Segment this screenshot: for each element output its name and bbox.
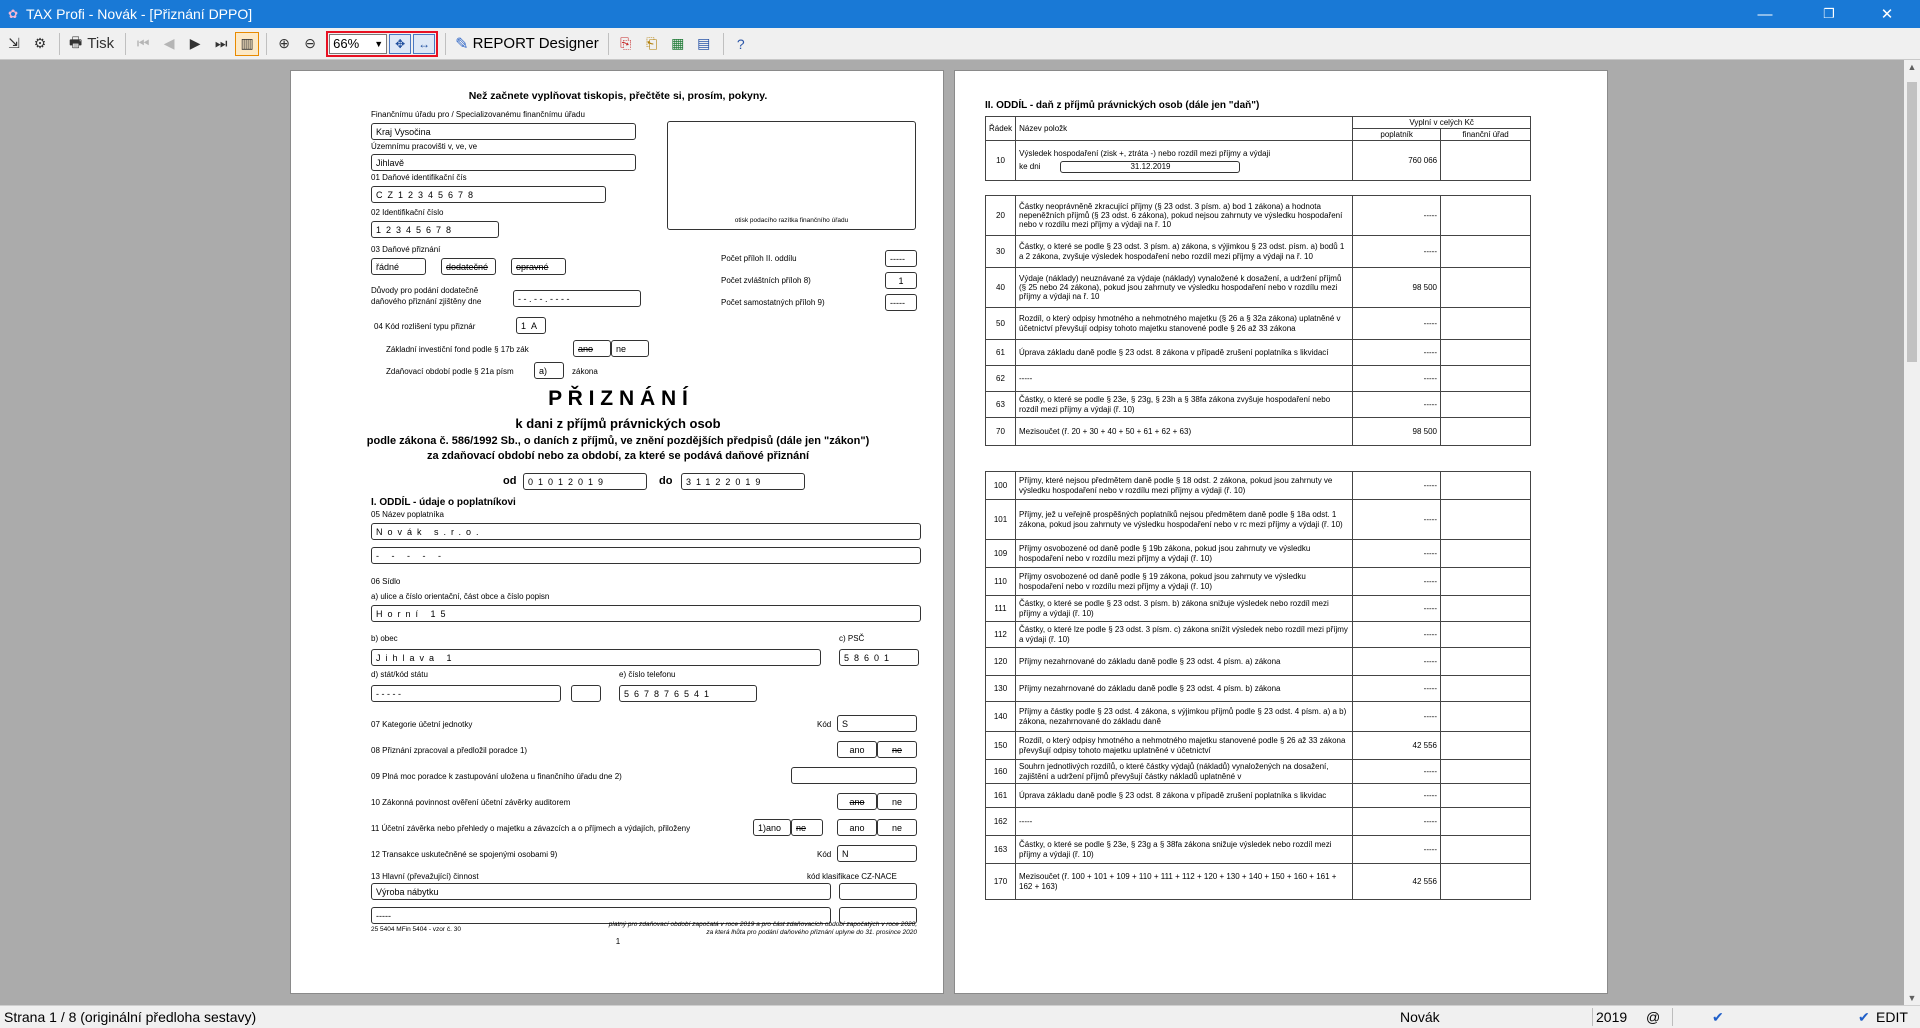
col-nazev-header: Název položk	[1016, 117, 1353, 141]
plna-moc-label: 09 Plná moc poradce k zastupování uložena u finančního úřadu dne 2)	[371, 772, 622, 781]
psc-field[interactable]: 58601	[839, 649, 919, 666]
two-page-view-icon[interactable]: ▥	[235, 32, 259, 56]
row-code: 111	[986, 596, 1016, 622]
stamp-box	[667, 121, 916, 230]
row-fu-value	[1441, 366, 1531, 392]
poradce-ne-option[interactable]: ne	[877, 741, 917, 758]
print-button[interactable]	[65, 32, 118, 56]
cinnost-field-2[interactable]: -----	[371, 907, 831, 924]
kat-kod-label: Kód	[817, 720, 832, 729]
row-label: Příjmy nezahrnované do základu daně podle § 23 odst. 4 písm. b) zákona	[1016, 676, 1353, 702]
zoom-select[interactable]	[329, 34, 387, 54]
sidlo-label: 06 Sídlo	[371, 577, 401, 586]
scroll-up-icon[interactable]: ▲	[1907, 62, 1917, 72]
last-page-icon[interactable]: ⏭	[214, 35, 228, 51]
row-label: Příjmy osvobozené od daně podle § 19b zákona, pokud jsou zahrnuty ve výsledku hospodaření nebo v rozdílu mezi příjmy a výdaji (ř. 10)	[1016, 540, 1353, 568]
row-value[interactable]: 98 500	[1353, 268, 1441, 308]
row-label: Částky, o které se podle § 23e, § 23g, § 23h a § 38fa zákona zvyšuje hospodaření nebo rozdíl mezi příjmy a výdaji (ř. 10)	[1016, 392, 1353, 418]
pocet-sam-label: Počet samostatných příloh 9)	[721, 298, 825, 307]
duvody-date-field[interactable]: - - . - - . - - - -	[513, 290, 641, 307]
obec-field[interactable]: Jihlava 1	[371, 649, 821, 666]
instruction-text: Než začnete vyplňovat tiskopis, přečtěte si, prosím, pokyny.	[468, 90, 768, 102]
table-row	[986, 268, 1531, 308]
up-label: Územnímu pracovišti v, ve, ve	[371, 142, 478, 151]
row-label: Příjmy, které nejsou předmětem daně podle § 18 odst. 2 zákona, pokud jsou zahrnuty ve výsledku hospodaření nebo v rozdílu mezi příjmy a výdaji (ř. 10)	[1016, 472, 1353, 500]
row-code: 61	[986, 340, 1016, 366]
row-fu-value	[1441, 622, 1531, 648]
col-fu-header: finanční úřad	[1441, 129, 1531, 141]
od-label: od	[503, 475, 517, 487]
row-value[interactable]: -----	[1353, 568, 1441, 596]
row-label: Částky neoprávněně zkracující příjmy (§ 23 odst. 3 písm. a) bod 1 zákona) a hodnota nepeněžních příjmů (§ 23 odst. 6 zákona), pokud nejsou zahrnuty ve výsledku hospodaření nebo v rozdílu mezi příjmy a výdaji na ř. 10	[1016, 196, 1353, 236]
row-label: Souhrn jednotlivých rozdílů, o které částky výdajů (nákladů) vynaložených na dosažení, zajištění a udržení příjmů převyšují částky nákladů uplatněné v	[1016, 760, 1353, 784]
row-fu-value	[1441, 472, 1531, 500]
row-fu-value	[1441, 236, 1531, 268]
row-code: 112	[986, 622, 1016, 648]
row-code: 170	[986, 864, 1016, 900]
row-fu-value	[1441, 676, 1531, 702]
page-number: 1	[615, 937, 621, 946]
fu-field[interactable]: Kraj Vysočina	[371, 123, 636, 140]
stat-code-field[interactable]	[571, 685, 601, 702]
col-radek-header: Řádek	[986, 117, 1016, 141]
close-button[interactable]: ✕	[1880, 6, 1894, 23]
row-label: Rozdíl, o který odpisy hmotného a nehmotného majetku stanovené podle § 26 až 33 zákona převyšují odpisy tohoto majetku uplatněné v účetnictví	[1016, 732, 1353, 760]
kat-field[interactable]: S	[837, 715, 917, 732]
table-row	[986, 196, 1531, 236]
row-label: Rozdíl, o který odpisy hmotného a nehmotného majetku (§ 26 a § 32a zákona) uplatněné v účetnictví převyšují odpisy tohoto majetku stanovené podle § 26 až 33 zákona	[1016, 308, 1353, 340]
next-page-icon[interactable]: ▶	[189, 35, 201, 51]
preview-workspace	[0, 60, 1904, 1005]
kod-typ-label: 04 Kód rozlišení typu přiznár	[374, 322, 476, 331]
row-value[interactable]: -----	[1353, 340, 1441, 366]
vertical-scrollbar[interactable]	[1904, 60, 1920, 1005]
ic-label: 02 Identifikační číslo	[371, 208, 444, 217]
row-fu-value	[1441, 268, 1531, 308]
section2-group2-table	[985, 471, 1531, 900]
report-export-icon[interactable]: ⎗	[646, 35, 658, 51]
zoom-in-icon[interactable]: ⊕	[278, 35, 291, 51]
status-bar	[0, 1005, 1920, 1028]
row-value[interactable]: -----	[1353, 472, 1441, 500]
row-label: Mezisoučet (ř. 100 + 101 + 109 + 110 + 111 + 112 + 120 + 130 + 140 + 150 + 160 + 161 + 162 + 163)	[1016, 864, 1353, 900]
row-value[interactable]: -----	[1353, 784, 1441, 808]
audit-ano-option[interactable]: ano	[837, 793, 877, 810]
row-label: Částky, o které se podle § 23 odst. 3 písm. b) zákona snižuje výsledek nebo rozdíl mezi příjmy a výdaji (ř. 10)	[1016, 596, 1353, 622]
col-vyplni-header: Vyplní v celých Kč	[1353, 117, 1531, 129]
report-designer-label: REPORT Designer	[472, 35, 599, 52]
duvody-label-2: daňového přiznání zjištěny dne	[371, 297, 482, 306]
zaverka-ne-option[interactable]: ne	[791, 819, 823, 836]
table-row	[986, 808, 1531, 836]
row-value[interactable]: 98 500	[1353, 418, 1441, 446]
row-fu-value	[1441, 836, 1531, 864]
trans-field[interactable]: N	[837, 845, 917, 862]
row-code: 62	[986, 366, 1016, 392]
dp-dodatecne-option[interactable]: dodatečné	[441, 258, 496, 275]
row10-date-field[interactable]: 31.12.2019	[1060, 161, 1240, 172]
kat-label: 07 Kategorie účetní jednotky	[371, 720, 473, 729]
table-row	[986, 676, 1531, 702]
status-user: Novák	[1400, 1009, 1440, 1025]
first-page-icon[interactable]: ⏮	[136, 35, 150, 51]
do-field[interactable]: 31122019	[681, 473, 805, 490]
pocet-ii-label: Počet příloh II. oddílu	[721, 254, 797, 263]
table-row	[986, 702, 1531, 732]
table-row	[986, 760, 1531, 784]
row-value[interactable]: -----	[1353, 596, 1441, 622]
group1-body	[986, 196, 1531, 446]
fit-width-icon[interactable]: ↔	[413, 34, 435, 54]
row-fu-value	[1441, 784, 1531, 808]
row-code: 140	[986, 702, 1016, 732]
row-label: -----	[1016, 366, 1353, 392]
status-at: @	[1646, 1009, 1661, 1025]
zif-label: Základní investiční fond podle § 17b zák	[386, 345, 529, 354]
row-label: Příjmy a částky podle § 23 odst. 4 zákona, s výjimkou příjmů podle § 23 odst. 4 písm. a) a b) zákona, nezahrnované do základu daně	[1016, 702, 1353, 732]
row-code: 10	[986, 141, 1016, 181]
form-subtitle-3: za zdaňovací období nebo za období, za které se podává daňové přiznání	[426, 450, 809, 462]
chevron-down-icon: ▼	[374, 38, 384, 49]
title-bar	[0, 0, 1920, 28]
tel-label: e) číslo telefonu	[619, 670, 676, 679]
table-row	[986, 864, 1531, 900]
row-label: Výdaje (náklady) neuznávané za výdaje (náklady) vynaložené k dosažení, a udržení příjmů (§ 25 nebo 24 zákona), pokud jsou zahrnuty ve výsledku hospodaření nebo v rozdílu mezi příjmy a výdaji na ř. 10	[1016, 268, 1353, 308]
form-title: P Ř I Z N Á N Í	[548, 387, 688, 410]
maximize-button[interactable]: ❐	[1823, 6, 1835, 21]
zaverka-ano-option[interactable]: ano	[837, 819, 877, 836]
table-row	[986, 732, 1531, 760]
obec-label: b) obec	[371, 634, 398, 643]
form-subtitle-2: podle zákona č. 586/1992 Sb., o daních z příjmů, ve znění pozdějších předpisů (dále jen "zákon")	[366, 435, 870, 447]
row-label: Příjmy osvobozené od daně podle § 19 zákona, pokud jsou zahrnuty ve výsledku hospodaření nebo v rozdílu mezi příjmy a výdaji (ř. 10)	[1016, 568, 1353, 596]
form-page-1	[290, 70, 944, 994]
status-mode: EDIT	[1876, 1009, 1908, 1025]
table-row	[986, 236, 1531, 268]
toolbar-separator	[266, 33, 267, 55]
dp-radne-option[interactable]: řádné	[371, 258, 426, 275]
row-value[interactable]: -----	[1353, 676, 1441, 702]
row-label: Příjmy, jež u veřejně prospěšných poplatníků nejsou předmětem daně podle § 18a odst. 1 zákona, pokud jsou zahrnuty ve výsledku hospodaření nebo v rc mezi příjmy a výdaji (ř. 10)	[1016, 500, 1353, 540]
zo-suffix: zákona	[572, 367, 598, 376]
export-icon[interactable]: ⇲	[8, 35, 20, 51]
prev-page-icon[interactable]: ◀	[163, 35, 175, 51]
row-code: 130	[986, 676, 1016, 702]
table-row	[986, 366, 1531, 392]
status-page-info: Strana 1 / 8 (originální předloha sestavy)	[4, 1009, 257, 1025]
row-label	[1016, 141, 1353, 181]
footer-left: 25 5404 MFin 5404 - vzor č. 30	[371, 926, 461, 933]
zif-ano-option[interactable]: ano	[573, 340, 611, 357]
row-code: 70	[986, 418, 1016, 446]
section1-heading: I. ODDÍL - údaje o poplatníkovi	[371, 497, 516, 508]
ulice-field[interactable]: Horní 15	[371, 605, 921, 622]
row-code: 160	[986, 760, 1016, 784]
stat-label: d) stát/kód státu	[371, 670, 428, 679]
app-icon: ✿	[7, 7, 19, 21]
pdf-export-icon[interactable]: ⎘	[620, 35, 632, 51]
pocet-ii-field[interactable]: -----	[885, 250, 917, 267]
row-value[interactable]: -----	[1353, 236, 1441, 268]
stat-field[interactable]: - - - - -	[371, 685, 561, 702]
row-code: 40	[986, 268, 1016, 308]
table-row	[986, 340, 1531, 366]
zaverka-ne2-option[interactable]: ne	[877, 819, 917, 836]
row-label: -----	[1016, 808, 1353, 836]
name-field[interactable]: Novák s.r.o.	[371, 523, 921, 540]
poradce-label: 08 Přiznání zpracoval a předložil poradce 1)	[371, 746, 528, 755]
row-fu-value	[1441, 500, 1531, 540]
row-code: 120	[986, 648, 1016, 676]
row-fu-value	[1441, 540, 1531, 568]
help-icon[interactable]: ?	[736, 35, 745, 52]
zoom-controls	[326, 31, 438, 57]
row-code: 50	[986, 308, 1016, 340]
printer-icon: 🖶	[69, 33, 83, 50]
word-export-icon[interactable]: ▤	[697, 35, 711, 51]
row-fu-value	[1441, 808, 1531, 836]
nace-field[interactable]	[839, 883, 917, 900]
col-poplatnik-header: poplatník	[1353, 129, 1441, 141]
row-value[interactable]: -----	[1353, 702, 1441, 732]
table-row	[986, 540, 1531, 568]
row-label: Částky, o které se podle § 23e, § 23g a § 38fa zákona snižuje výsledek nebo rozdíl mezi příjmy a výdaji (ř. 10)	[1016, 836, 1353, 864]
zoom-out-icon[interactable]: ⊖	[304, 35, 317, 51]
scroll-down-icon[interactable]: ▼	[1907, 993, 1917, 1003]
row-value[interactable]: -----	[1353, 648, 1441, 676]
toolbar-separator	[723, 33, 724, 55]
pocet-sam-field[interactable]: -----	[885, 294, 917, 311]
psc-label: c) PSČ	[839, 634, 865, 643]
row-fu-value	[1441, 864, 1531, 900]
od-field[interactable]: 01012019	[523, 473, 647, 490]
report-designer-button[interactable]	[455, 34, 599, 54]
row-code: 63	[986, 392, 1016, 418]
report-designer-icon: ✎	[455, 35, 469, 53]
pocet-zvl-label: Počet zvláštních příloh 8)	[721, 276, 811, 285]
row-fu-value	[1441, 568, 1531, 596]
row-label: Částky, o které lze podle § 23 odst. 3 písm. c) zákona snížit výsledek nebo rozdíl mezi příjmy a výdaji (ř. 10)	[1016, 622, 1353, 648]
row-fu-value	[1441, 196, 1531, 236]
row10-value[interactable]: 760 066	[1353, 141, 1441, 181]
table-row	[986, 418, 1531, 446]
row-fu-value	[1441, 732, 1531, 760]
row-value[interactable]: -----	[1353, 760, 1441, 784]
table-row	[986, 648, 1531, 676]
table-row	[986, 472, 1531, 500]
row-label: Mezisoučet (ř. 20 + 30 + 40 + 50 + 61 + 62 + 63)	[1016, 418, 1353, 446]
window-title: TAX Profi - Novák - [Přiznání DPPO]	[26, 6, 253, 22]
row-fu-value	[1441, 308, 1531, 340]
row-fu-value	[1441, 648, 1531, 676]
table-row	[986, 622, 1531, 648]
row-value[interactable]: -----	[1353, 366, 1441, 392]
dic-field[interactable]: CZ12345678	[371, 186, 606, 203]
row-label: Příjmy nezahrnované do základu daně podle § 23 odst. 4 písm. a) zákona	[1016, 648, 1353, 676]
row-value[interactable]: -----	[1353, 500, 1441, 540]
zaverka-1-option[interactable]: 1)ano	[753, 819, 791, 836]
group2-body	[986, 472, 1531, 900]
dp-opravne-option[interactable]: opravné	[511, 258, 566, 275]
plna-moc-date-field[interactable]	[791, 767, 917, 784]
ic-field[interactable]: 12345678	[371, 221, 499, 238]
pocet-zvl-field[interactable]: 1	[885, 272, 917, 289]
form-subtitle-1: k dani z příjmů právnických osob	[515, 416, 721, 431]
status-check-icon: ✔	[1712, 1008, 1724, 1025]
table-row	[986, 836, 1531, 864]
row-code: 20	[986, 196, 1016, 236]
row-value[interactable]: -----	[1353, 836, 1441, 864]
toolbar-separator	[125, 33, 126, 55]
row-code: 100	[986, 472, 1016, 500]
section2-heading: II. ODDÍL - daň z příjmů právnických osob (dále jen "daň")	[985, 100, 1260, 111]
row-value[interactable]: -----	[1353, 622, 1441, 648]
ulice-label: a) ulice a číslo orientační, část obce a číslo popisn	[371, 592, 550, 601]
footer-right-2: za která lhůta pro podání daňového přiznání uplyne do 31. prosince 2020	[706, 929, 917, 936]
row10-fu-value	[1441, 141, 1531, 181]
row-code: 101	[986, 500, 1016, 540]
dic-label: 01 Daňové identifikační čís	[371, 173, 467, 182]
table-row	[986, 568, 1531, 596]
row-value[interactable]: -----	[1353, 808, 1441, 836]
row-fu-value	[1441, 418, 1531, 446]
zo-field[interactable]: a)	[534, 362, 564, 379]
table-row	[986, 392, 1531, 418]
print-label: Tisk	[87, 35, 115, 52]
row-fu-value	[1441, 702, 1531, 732]
row-value[interactable]: -----	[1353, 392, 1441, 418]
row-code: 109	[986, 540, 1016, 568]
row-label: Úprava základu daně podle § 23 odst. 8 zákona v případě zrušení poplatníka s likvidací	[1016, 340, 1353, 366]
row-value[interactable]: -----	[1353, 196, 1441, 236]
trans-kod-label: Kód	[817, 850, 832, 859]
cinnost-label: 13 Hlavní (převažující) činnost	[371, 872, 479, 881]
toolbar-separator	[608, 33, 609, 55]
toolbar	[0, 28, 1920, 60]
up-field[interactable]: Jihlavě	[371, 154, 636, 171]
row-fu-value	[1441, 340, 1531, 366]
row-fu-value	[1441, 392, 1531, 418]
row10-label: Výsledek hospodaření (zisk +, ztráta -) nebo rozdíl mezi příjmy a výdaji	[1019, 149, 1271, 159]
status-mode-icon: ✔	[1858, 1008, 1870, 1025]
row-label: Úprava základu daně podle § 23 odst. 8 zákona v případě zrušení poplatníka s likvidac	[1016, 784, 1353, 808]
audit-ne-option[interactable]: ne	[877, 793, 917, 810]
row-fu-value	[1441, 760, 1531, 784]
table-row	[986, 784, 1531, 808]
toolbar-separator	[59, 33, 60, 55]
table-row	[986, 308, 1531, 340]
status-year: 2019	[1596, 1009, 1628, 1025]
poradce-ano-option[interactable]: ano	[837, 741, 877, 758]
row-code: 163	[986, 836, 1016, 864]
stamp-caption: otisk podacího razítka finančního úřadu	[734, 217, 849, 224]
row10-kedni-label: ke dni	[1019, 162, 1041, 172]
minimize-button[interactable]: —	[1757, 5, 1773, 23]
form-page-2	[954, 70, 1608, 994]
kod-typ-field[interactable]: 1A	[516, 317, 546, 334]
tel-field[interactable]: 567876541	[619, 685, 757, 702]
row-code: 110	[986, 568, 1016, 596]
fit-page-icon[interactable]: ✥	[389, 34, 411, 54]
table-row	[986, 596, 1531, 622]
zaverka-label: 11 Účetní závěrka nebo přehledy o majetku a závazcích a o příjmech a výdajích, přiloženy	[371, 824, 691, 833]
duvody-label-1: Důvody pro podání dodatečně	[371, 286, 479, 295]
dp-label: 03 Daňové přiznání	[371, 245, 441, 254]
scroll-thumb[interactable]	[1907, 82, 1917, 362]
do-label: do	[659, 475, 673, 487]
row-value[interactable]: -----	[1353, 540, 1441, 568]
zoom-value: 66%	[333, 36, 360, 51]
excel-export-icon[interactable]: ▦	[671, 35, 685, 51]
row-fu-value	[1441, 596, 1531, 622]
name-field-2[interactable]: - - - - -	[371, 547, 921, 564]
row-value[interactable]: 42 556	[1353, 864, 1441, 900]
toolbar-separator	[445, 33, 446, 55]
status-divider	[1592, 1008, 1593, 1026]
footer-right-1: platný pro zdaňovací období započatá v roce 2019 a pro část zdaňovacích období započatých v roce 2020,	[608, 921, 917, 928]
row-code: 162	[986, 808, 1016, 836]
row-code: 161	[986, 784, 1016, 808]
zif-ne-option[interactable]: ne	[611, 340, 649, 357]
trans-label: 12 Transakce uskutečněné se spojenými osobami 9)	[371, 850, 558, 859]
row-code: 30	[986, 236, 1016, 268]
fu-label: Finančnímu úřadu pro / Specializovanému finančnímu úřadu	[371, 110, 585, 119]
name-label: 05 Název poplatníka	[371, 510, 444, 519]
nace-label: kód klasifikace CZ-NACE	[807, 872, 897, 881]
cinnost-field[interactable]: Výroba nábytku	[371, 883, 831, 900]
row-value[interactable]: 42 556	[1353, 732, 1441, 760]
row-code: 150	[986, 732, 1016, 760]
row-label: Částky, o které se podle § 23 odst. 3 písm. a) zákona, s výjimkou § 23 odst. písm. a) bodů 1 a 2 zákona, zvyšuje výsledek hospodaření nebo rozdíl mezi příjmy a výdaji na ř. 10	[1016, 236, 1353, 268]
section2-group1-table	[985, 195, 1531, 446]
zo-label: Zdaňovací období podle § 21a písm	[386, 367, 514, 376]
row-value[interactable]: -----	[1353, 308, 1441, 340]
status-divider	[1672, 1008, 1673, 1026]
section2-header-table	[985, 116, 1531, 181]
table-row	[986, 141, 1531, 181]
settings-icon[interactable]: ⚙	[33, 35, 47, 51]
audit-label: 10 Zákonná povinnost ověření účetní závěrky auditorem	[371, 798, 571, 807]
table-row	[986, 500, 1531, 540]
